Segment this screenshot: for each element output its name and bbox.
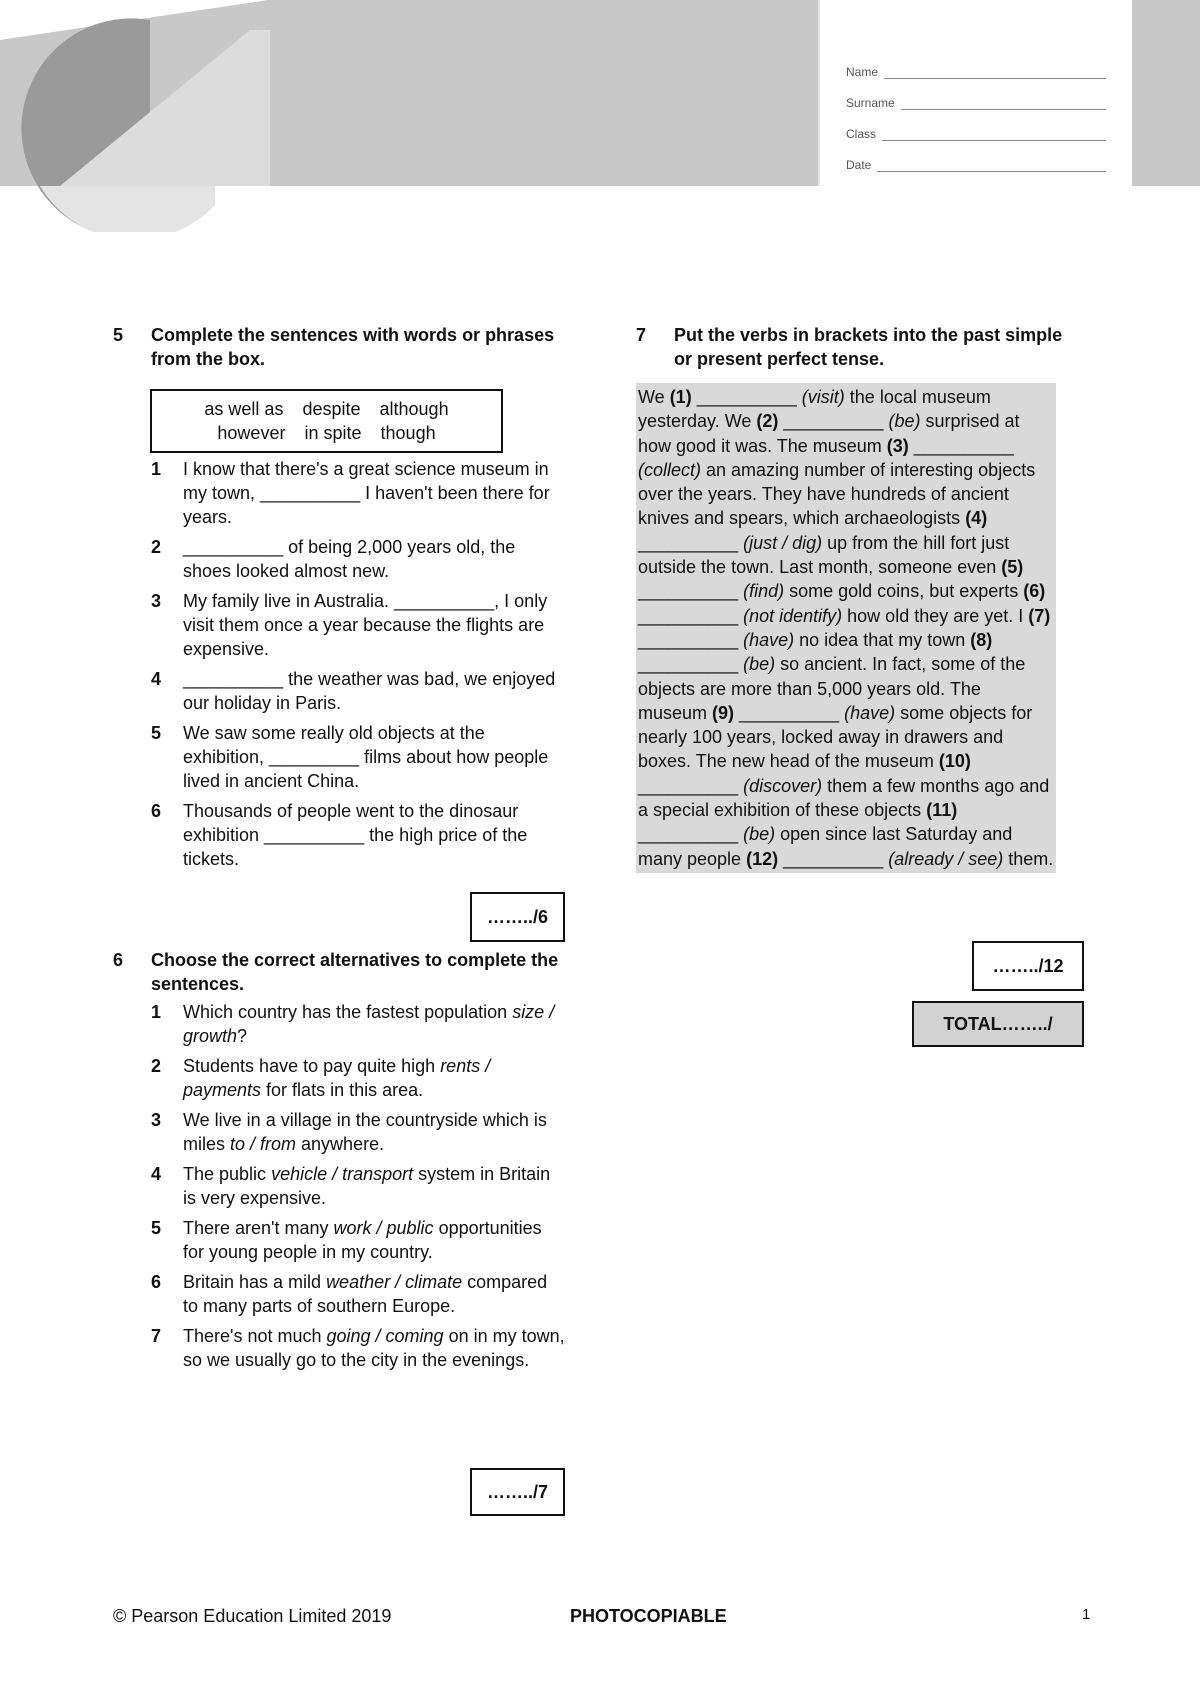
- passage-text: __________: [778, 848, 889, 869]
- item-text-after: ?: [237, 1026, 248, 1046]
- word-option: though: [380, 423, 436, 443]
- gap-number: (1): [669, 387, 692, 407]
- item-text[interactable]: __________ of being 2,000 years old, the shoes looked almost new.: [183, 537, 516, 581]
- passage-text: __________: [691, 387, 802, 407]
- passage-text: how old they are yet. I: [842, 605, 1029, 626]
- exercise-instruction: Put the verbs in brackets into the past simple or present perfect tense.: [674, 325, 1063, 369]
- class-line[interactable]: [882, 128, 1106, 141]
- item-text[interactable]: I know that there's a great science museum in my town, __________ I haven't been there for years.: [183, 459, 550, 527]
- item-number: 1: [151, 1002, 162, 1022]
- date-line[interactable]: [877, 159, 1106, 172]
- item-text-before: Students have to pay quite high: [183, 1056, 441, 1076]
- item-text: [183, 1162, 565, 1210]
- list-item: [113, 1270, 565, 1318]
- exercise-5: [113, 323, 565, 877]
- item-text-after: anywhere.: [296, 1134, 385, 1154]
- verb-prompt: (be): [888, 411, 921, 432]
- header-right-strip: [1132, 0, 1200, 186]
- item-number: 6: [151, 1272, 162, 1292]
- passage-text: open since last Saturday and many people: [638, 824, 1013, 869]
- item-number: 4: [151, 1164, 162, 1184]
- total-score-box[interactable]: TOTAL……../: [912, 1001, 1084, 1047]
- exercise-6-heading: [113, 948, 565, 996]
- passage-text: surprised at how good it was. The museum: [638, 411, 1020, 456]
- item-text-before: The public: [183, 1164, 272, 1184]
- gap-number: (12): [746, 848, 779, 869]
- passage-text: them a few months ago and a special exhibition of these objects: [638, 775, 1050, 821]
- verb-prompt: (collect): [638, 459, 702, 480]
- passage-text: __________: [638, 605, 744, 626]
- verb-prompt: (not identify): [743, 605, 843, 626]
- gap-number: (3): [886, 435, 909, 456]
- item-text-before: Which country has the fastest population: [183, 1002, 513, 1022]
- passage-text: __________: [638, 532, 744, 553]
- verb-prompt: (be): [743, 824, 776, 845]
- exercise-5-items: [113, 457, 565, 871]
- item-number: 6: [151, 801, 162, 821]
- word-option: despite: [302, 399, 361, 419]
- item-number: 1: [151, 459, 162, 479]
- verb-prompt: (find): [743, 581, 785, 602]
- item-text-after: compared to many parts of southern Europe.: [183, 1272, 548, 1316]
- passage-text: no idea that my town: [794, 629, 971, 650]
- gap-number: (7): [1028, 605, 1051, 626]
- alternative-choice[interactable]: size / growth: [183, 1002, 555, 1046]
- item-text[interactable]: Thousands of people went to the dinosaur exhibition __________ the high price of the tickets.: [183, 801, 528, 869]
- exercise-7-heading: [636, 323, 1076, 371]
- word-option: however: [217, 423, 286, 443]
- date-label: Date: [846, 158, 872, 172]
- verb-prompt: (have): [844, 702, 896, 723]
- list-item: [113, 1054, 565, 1102]
- exercise-5-score-box[interactable]: ……../6: [470, 892, 565, 942]
- item-text: [183, 1108, 565, 1156]
- gap-fill-passage[interactable]: [636, 383, 1056, 873]
- word-box: [150, 389, 503, 453]
- passage-text: __________: [638, 775, 744, 796]
- header-divider: [818, 0, 820, 186]
- class-field[interactable]: [846, 110, 1106, 141]
- gap-number: (11): [926, 800, 958, 821]
- item-number: 2: [151, 1056, 162, 1076]
- item-number: 5: [151, 723, 162, 743]
- item-text-after: system in Britain is very expensive.: [183, 1164, 551, 1208]
- item-text-after: for flats in this area.: [261, 1080, 424, 1100]
- item-number: 2: [151, 537, 162, 557]
- passage-text: __________: [638, 824, 744, 845]
- exercise-6: [113, 948, 565, 1378]
- surname-field[interactable]: [846, 79, 1106, 110]
- verb-prompt: (already / see): [888, 848, 1004, 869]
- gap-number: (2): [756, 411, 779, 432]
- passage-text: some objects for nearly 100 years, locked away in drawers and boxes. The new head of the museum: [638, 702, 1033, 772]
- list-item: [113, 535, 565, 583]
- passage-text: __________: [908, 435, 1014, 456]
- verb-prompt: (discover): [743, 775, 823, 796]
- gap-number: (4): [965, 508, 988, 529]
- passage-text: them.: [1003, 848, 1054, 869]
- passage-text: the local museum yesterday. We: [638, 387, 991, 432]
- photocopiable-label: PHOTOCOPIABLE: [570, 1606, 727, 1626]
- item-text: [183, 1054, 565, 1102]
- item-text: [183, 1324, 565, 1372]
- exercise-number: 5: [113, 325, 124, 345]
- item-number: 3: [151, 591, 162, 611]
- passage-text: an amazing number of interesting objects over the years. They have hundreds of ancient knives and spears, which archaeologists: [638, 459, 1036, 529]
- name-line[interactable]: [884, 66, 1106, 79]
- list-item: [113, 1000, 565, 1048]
- word-box-row: [160, 397, 493, 421]
- exercise-7: [636, 323, 1076, 873]
- passage-text: __________: [778, 411, 889, 432]
- item-text-after: opportunities for young people in my country.: [183, 1218, 542, 1262]
- item-text: [183, 1000, 565, 1048]
- passage-text: __________: [638, 629, 744, 650]
- alternative-choice[interactable]: rents / payments: [183, 1056, 491, 1100]
- exercise-number: 7: [636, 325, 647, 345]
- item-text[interactable]: __________ the weather was bad, we enjoyed our holiday in Paris.: [183, 669, 556, 713]
- passage-text: some gold coins, but experts: [784, 581, 1024, 602]
- exercise-instruction: Complete the sentences with words or phrases from the box.: [151, 325, 555, 369]
- passage-text: __________: [638, 654, 744, 675]
- publisher-logo: [0, 0, 270, 232]
- exercise-instruction: Choose the correct alternatives to complete the sentences.: [151, 950, 559, 994]
- word-option: as well as: [204, 399, 284, 419]
- passage-text: We: [638, 387, 670, 407]
- copyright-notice: © Pearson Education Limited 2019: [113, 1606, 392, 1626]
- verb-prompt: (visit): [801, 387, 845, 407]
- list-item: [113, 667, 565, 715]
- passage-text: __________: [734, 702, 845, 723]
- item-number: 5: [151, 1218, 162, 1238]
- passage-text: so ancient. In fact, some of the objects are more than 5,000 years old. The museum: [638, 654, 1026, 723]
- alternative-choice[interactable]: going / coming: [326, 1326, 444, 1346]
- alternative-choice[interactable]: work / public: [333, 1218, 434, 1238]
- list-item: [113, 1108, 565, 1156]
- alternative-choice[interactable]: weather / climate: [326, 1272, 463, 1292]
- surname-line[interactable]: [901, 97, 1106, 110]
- word-option: in spite: [304, 423, 362, 443]
- page-number: 1: [1082, 1606, 1091, 1623]
- item-number: 3: [151, 1110, 162, 1130]
- item-text-after: on in my town, so we usually go to the city in the evenings.: [183, 1326, 565, 1370]
- name-label: Name: [846, 65, 879, 79]
- gap-number: (6): [1023, 581, 1046, 602]
- exercise-number: 6: [113, 950, 124, 970]
- item-text-before: There's not much: [183, 1326, 327, 1346]
- name-field[interactable]: [846, 48, 1106, 79]
- class-label: Class: [846, 127, 877, 141]
- gap-number: (8): [970, 629, 993, 650]
- passage-text: up from the hill fort just outside the town. Last month, someone even: [638, 532, 1010, 578]
- item-text-before: There aren't many: [183, 1218, 334, 1238]
- list-item: [113, 1216, 565, 1264]
- word-box-row: [160, 421, 493, 445]
- item-text: [183, 1270, 565, 1318]
- item-text[interactable]: My family live in Australia. __________, I only visit them once a year because the flights are expensive.: [183, 591, 548, 659]
- item-text: [183, 1216, 565, 1264]
- item-number: 7: [151, 1326, 162, 1346]
- verb-prompt: (just / dig): [743, 532, 823, 553]
- list-item: [113, 589, 565, 661]
- exercise-6-score-box[interactable]: ……../7: [470, 1468, 565, 1516]
- item-text[interactable]: We saw some really old objects at the exhibition, _________ films about how people lived in ancient China.: [183, 723, 549, 791]
- gap-number: (5): [1001, 557, 1024, 578]
- item-text-before: Britain has a mild: [183, 1272, 327, 1292]
- exercise-6-items: [113, 1000, 565, 1372]
- exercise-5-heading: [113, 323, 565, 371]
- item-number: 4: [151, 669, 162, 689]
- alternative-choice[interactable]: to / from: [230, 1134, 297, 1154]
- gap-number: (10): [938, 751, 971, 772]
- list-item: [113, 1324, 565, 1372]
- student-details: [846, 48, 1106, 172]
- exercise-7-score-box[interactable]: ……../12: [972, 941, 1084, 991]
- list-item: [113, 799, 565, 871]
- list-item: [113, 1162, 565, 1210]
- list-item: [113, 721, 565, 793]
- gap-number: (9): [712, 702, 735, 723]
- passage-text: __________: [638, 581, 744, 602]
- alternative-choice[interactable]: vehicle / transport: [271, 1164, 414, 1184]
- list-item: [113, 457, 565, 529]
- date-field[interactable]: [846, 141, 1106, 172]
- verb-prompt: (have): [743, 629, 795, 650]
- verb-prompt: (be): [743, 654, 776, 675]
- item-text-before: We live in a village in the countryside which is miles: [183, 1110, 547, 1154]
- word-option: although: [379, 399, 449, 419]
- surname-label: Surname: [846, 96, 895, 110]
